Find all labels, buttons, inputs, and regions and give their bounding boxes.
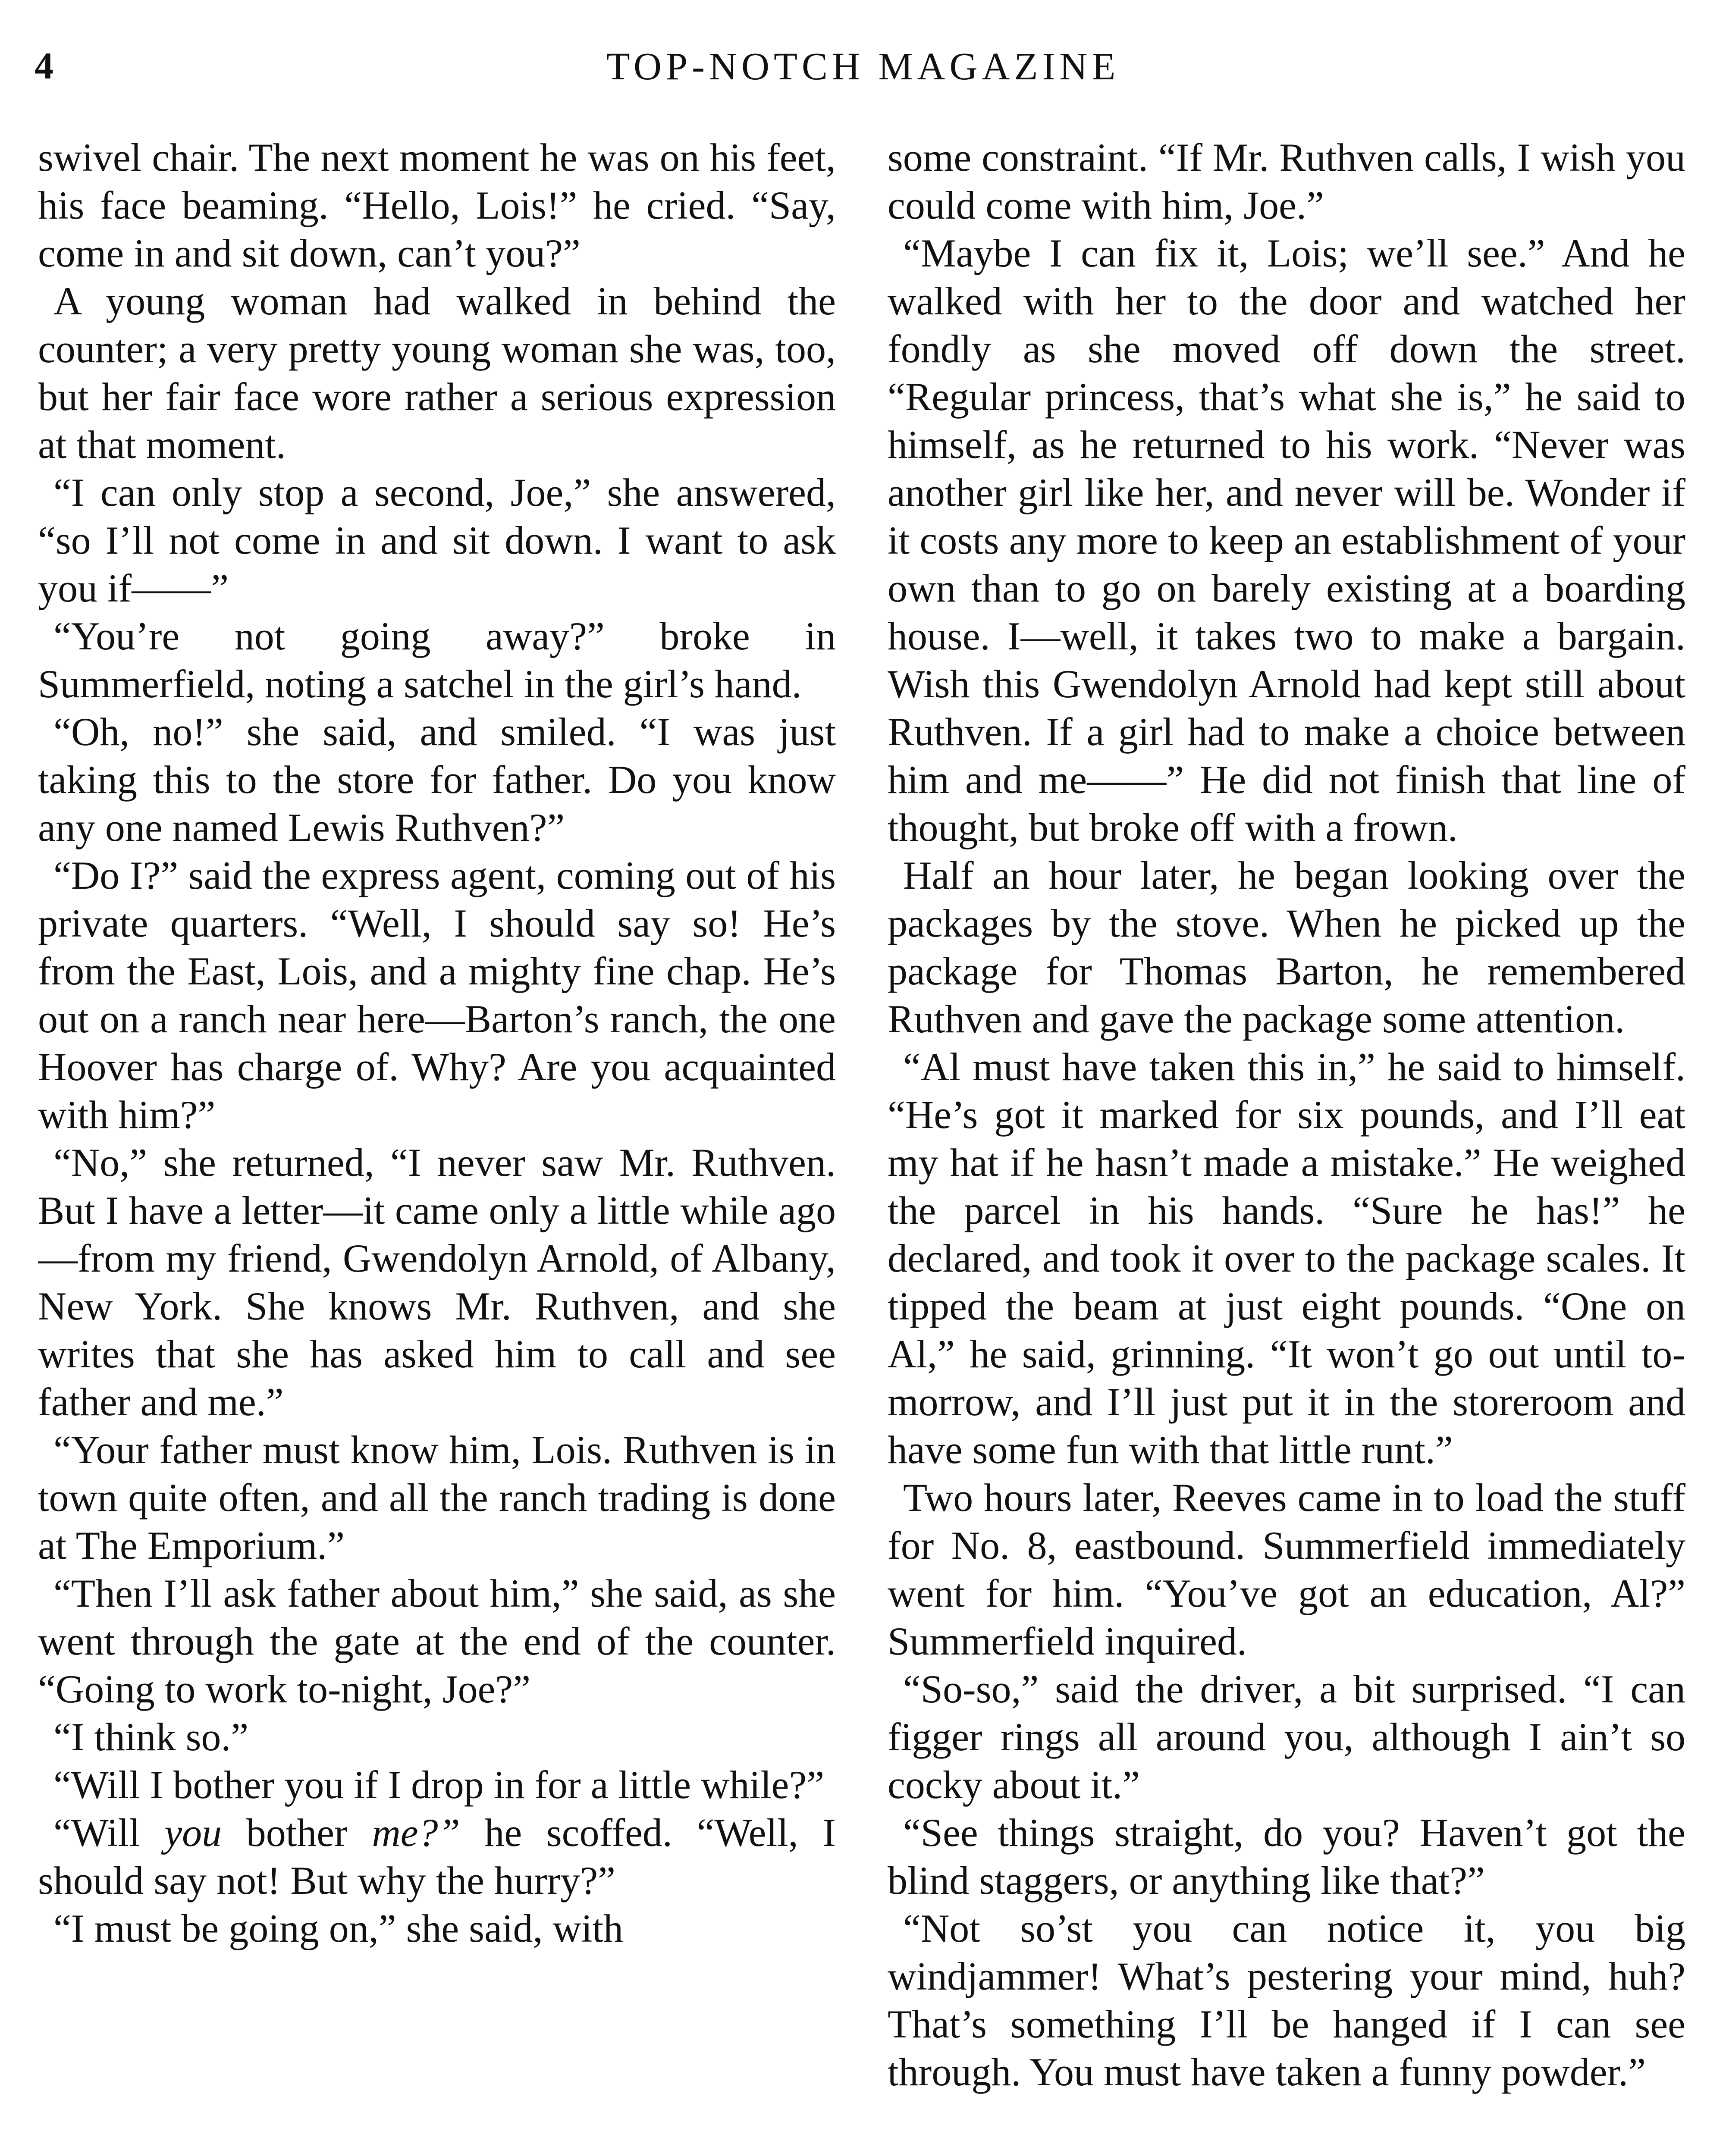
left-paragraph-11: “Will I bother you if I drop in for a little while?”: [53, 1763, 825, 1807]
left-paragraph-7: “No,” she returned, “I never saw Mr. Ruthven. But I have a letter—it came only a little while ago—from my friend, Gwendolyn Arnold, of Albany, New York. She knows Mr. Ruthven, and she writes that she has asked him to call and see father and me.”: [38, 1141, 836, 1424]
left-paragraph-8: “Your father must know him, Lois. Ruthven is in town quite often, and all the ranch trading is done at The Emporium.”: [38, 1428, 836, 1567]
left-paragraph-1: swivel chair. The next moment he was on his feet, his face beaming. “Hello, Lois!” he cried. “Say, come in and sit down, can’t you?”: [38, 135, 836, 275]
quote-prefix: “Will: [53, 1811, 165, 1855]
right-paragraph-7: “See things straight, do you? Haven’t got the blind staggers, or anything like that?”: [888, 1811, 1685, 1902]
magazine-running-title: TOP-NOTCH MAGAZINE: [606, 45, 1120, 88]
left-paragraph-2: A young woman had walked in behind the counter; a very pretty young woman she was, too, but her fair face wore rather a serious expression at that moment.: [38, 279, 836, 467]
left-paragraph-9: “Then I’ll ask father about him,” she said, as she went through the gate at the end of the counter. “Going to work to-night, Joe?”: [38, 1571, 836, 1711]
right-text-column: [888, 134, 1685, 2156]
left-paragraph-10: “I think so.”: [53, 1715, 249, 1759]
quote-suffix: he scoffed. “Well, I should say not! But why the hurry?”: [38, 1811, 836, 1902]
left-paragraph-3: “I can only stop a second, Joe,” she answered, “so I’ll not come in and sit down. I want to ask you if——”: [38, 470, 836, 610]
page-number: 4: [35, 45, 53, 87]
right-paragraph-8: “Not so’st you can notice it, you big windjammer! What’s pestering your mind, huh? That’s something I’ll be hanged if I can see through. You must have taken a funny powder.”: [888, 1906, 1685, 2094]
quote-middle: bother: [222, 1811, 372, 1855]
left-paragraph-6: “Do I?” said the express agent, coming out of his private quarters. “Well, I should say so! He’s from the East, Lois, and a mighty fine chap. He’s out on a ranch near here—Barton’s ranch, the one Hoover has charge of. Why? Are you acquainted with him?”: [38, 853, 836, 1137]
emphasized-you: you: [164, 1811, 222, 1855]
right-paragraph-5: Two hours later, Reeves came in to load the stuff for No. 8, eastbound. Summerfield immediately went for him. “You’ve got an education, Al?” Summerfield inquired.: [888, 1476, 1685, 1663]
left-paragraph-12: [38, 1809, 836, 1905]
right-paragraph-1: some constraint. “If Mr. Ruthven calls, I wish you could come with him, Joe.”: [888, 135, 1685, 227]
left-text-column: [38, 134, 836, 2156]
right-paragraph-2: “Maybe I can fix it, Lois; we’ll see.” And he walked with her to the door and watched her fondly as she moved off down the street. “Regular princess, that’s what she is,” he said to himself, as he returned to his work. “Never was another girl like her, and never will be. Wonder if it costs any more to keep an establishment of your own than to go on barely existing at a boarding house. I—well, it takes two to make a bargain. Wish this Gwendolyn Arnold had kept still about Ruthven. If a girl had to make a choice between him and me——” He did not finish that line of thought, but broke off with a frown.: [888, 231, 1685, 849]
right-paragraph-3: Half an hour later, he began looking over the packages by the stove. When he picked up the package for Thomas Barton, he remembered Ruthven and gave the package some attention.: [888, 853, 1685, 1041]
left-paragraph-4: “You’re not going away?” broke in Summerfield, noting a satchel in the girl’s hand.: [38, 614, 836, 706]
left-paragraph-5: “Oh, no!” she said, and smiled. “I was just taking this to the store for father. Do you know any one named Lewis Ruthven?”: [38, 710, 836, 849]
right-paragraph-6: “So-so,” said the driver, a bit surprised. “I can figger rings all around you, although I ain’t so cocky about it.”: [888, 1667, 1685, 1807]
right-paragraph-4: “Al must have taken this in,” he said to himself. “He’s got it marked for six pounds, and I’ll eat my hat if he hasn’t made a mistake.” He weighed the parcel in his hands. “Sure he has!” he declared, and took it over to the package scales. It tipped the beam at just eight pounds. “One on Al,” he said, grinning. “It won’t go out until to-morrow, and I’ll just put it in the storeroom and have some fun with that little runt.”: [888, 1045, 1685, 1472]
page-header: [35, 47, 1691, 112]
left-paragraph-13: “I must be going on,” she said, with: [53, 1906, 624, 1950]
emphasized-me: me?”: [372, 1811, 460, 1855]
